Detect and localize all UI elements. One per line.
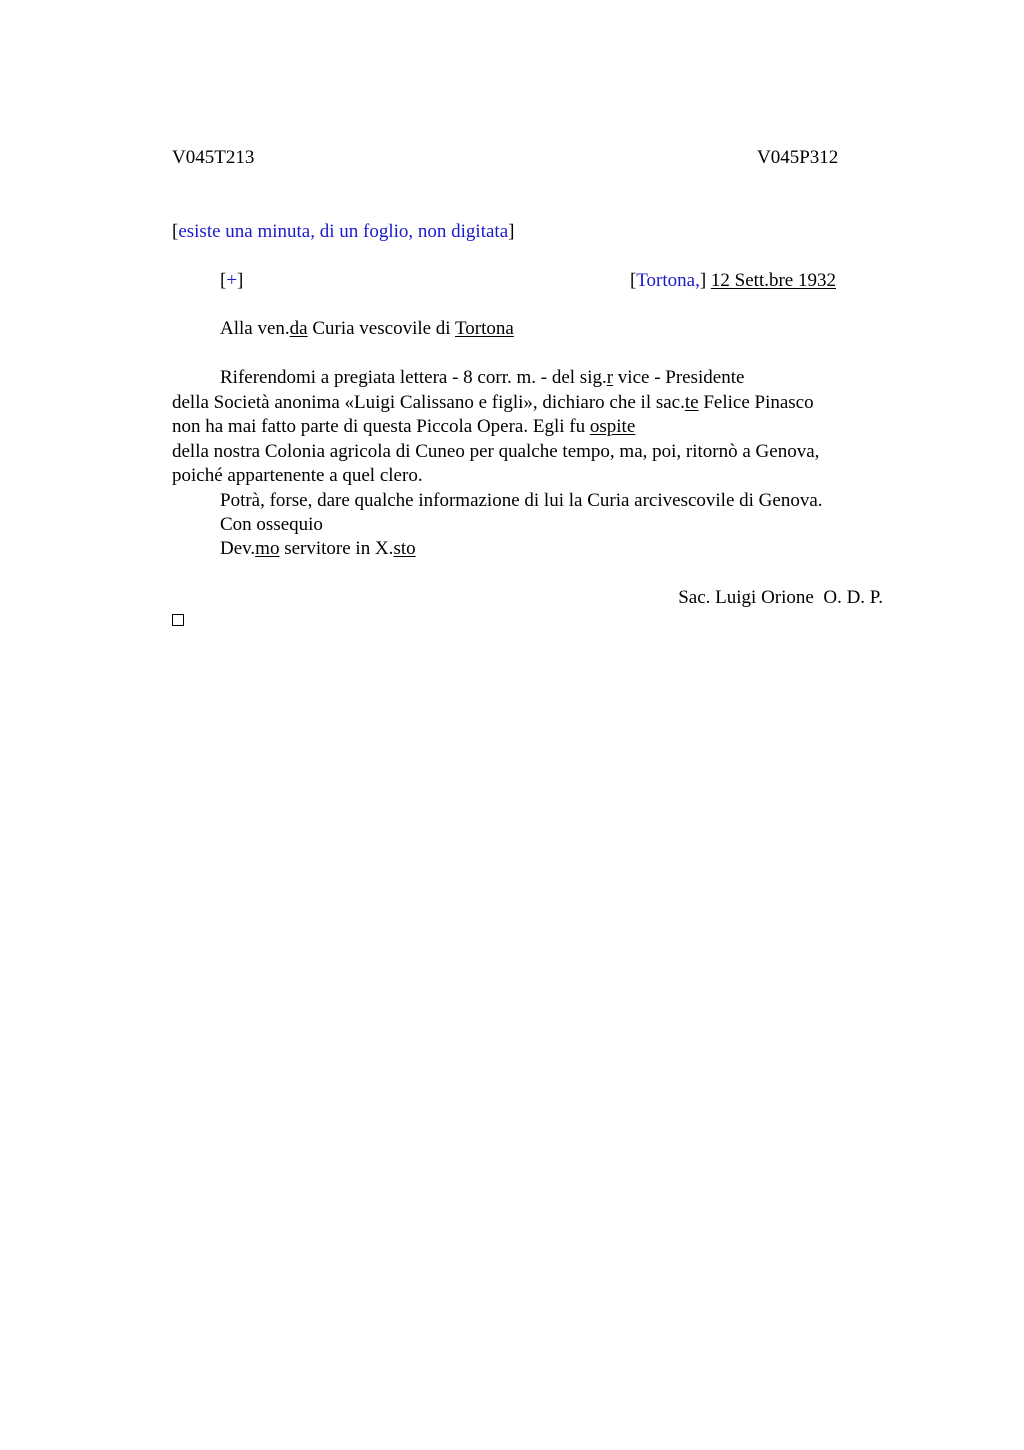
cross-bracket-open: [	[220, 270, 227, 291]
body-abbr: r	[606, 367, 614, 388]
place-date	[630, 269, 836, 293]
cross-bracket-close: ]	[237, 270, 244, 291]
signature-text: Sac. Luigi Orione O. D. P.	[678, 587, 883, 608]
body-text: della Società anonima «Luigi Calissano e figli», dichiaro che il sac.	[172, 392, 685, 413]
cross-symbol: +	[226, 270, 238, 291]
body-abbr: mo	[255, 538, 280, 559]
place-bracket-close: ]	[699, 270, 707, 291]
body-line-8	[220, 537, 416, 561]
body-line-7	[220, 513, 323, 537]
right-code: V045P312	[757, 147, 839, 168]
body-text: Potrà, forse, dare qualche informazione di lui la Curia arcivescovile di Genova.	[220, 490, 823, 511]
body-line-2	[172, 391, 814, 415]
header-left-code	[172, 146, 254, 170]
left-code: V045T213	[172, 147, 255, 168]
addressee-prefix: Alla ven.	[220, 318, 290, 339]
place-bracket-open: [	[629, 270, 637, 291]
header-right-code	[757, 146, 838, 170]
body-line-3	[172, 415, 635, 439]
body-line-6	[220, 489, 823, 513]
body-text: Riferendomi a pregiata lettera - 8 corr. m. - del sig.	[220, 367, 607, 388]
body-text: della nostra Colonia agricola di Cuneo per qualche tempo, ma, poi, ritornò a Genova,	[172, 441, 820, 462]
addressee-city: Tortona	[455, 318, 514, 339]
body-text: servitore in X.	[279, 538, 394, 559]
note-bracket-close: ]	[508, 221, 515, 242]
body-underlined-word: ospite	[589, 416, 636, 437]
cross-mark	[220, 269, 243, 293]
body-abbr: te	[684, 392, 699, 413]
note-bracket-open: [	[172, 221, 179, 242]
body-line-4	[172, 440, 819, 464]
body-text: Felice Pinasco	[698, 392, 814, 413]
addressee	[220, 317, 514, 341]
body-line-5	[172, 464, 423, 488]
end-square-icon	[172, 614, 184, 626]
body-text: Dev.	[220, 538, 256, 559]
letter-date: 12 Sett.bre 1932	[710, 270, 836, 291]
place-name: Tortona,	[636, 270, 700, 291]
note-text: esiste una minuta, di un foglio, non digitata	[178, 221, 509, 242]
closing-greeting: Con ossequio	[220, 514, 323, 535]
body-text: non ha mai fatto parte di questa Piccola Opera. Egli fu	[172, 416, 590, 437]
signature	[678, 586, 883, 610]
body-text: vice - Presidente	[613, 367, 745, 388]
addressee-middle: Curia vescovile di	[307, 318, 455, 339]
body-abbr: sto	[393, 538, 416, 559]
editorial-note	[172, 220, 514, 244]
body-line-1	[220, 366, 744, 390]
body-text: poiché appartenente a quel clero.	[172, 465, 423, 486]
addressee-abbr: da	[289, 318, 308, 339]
